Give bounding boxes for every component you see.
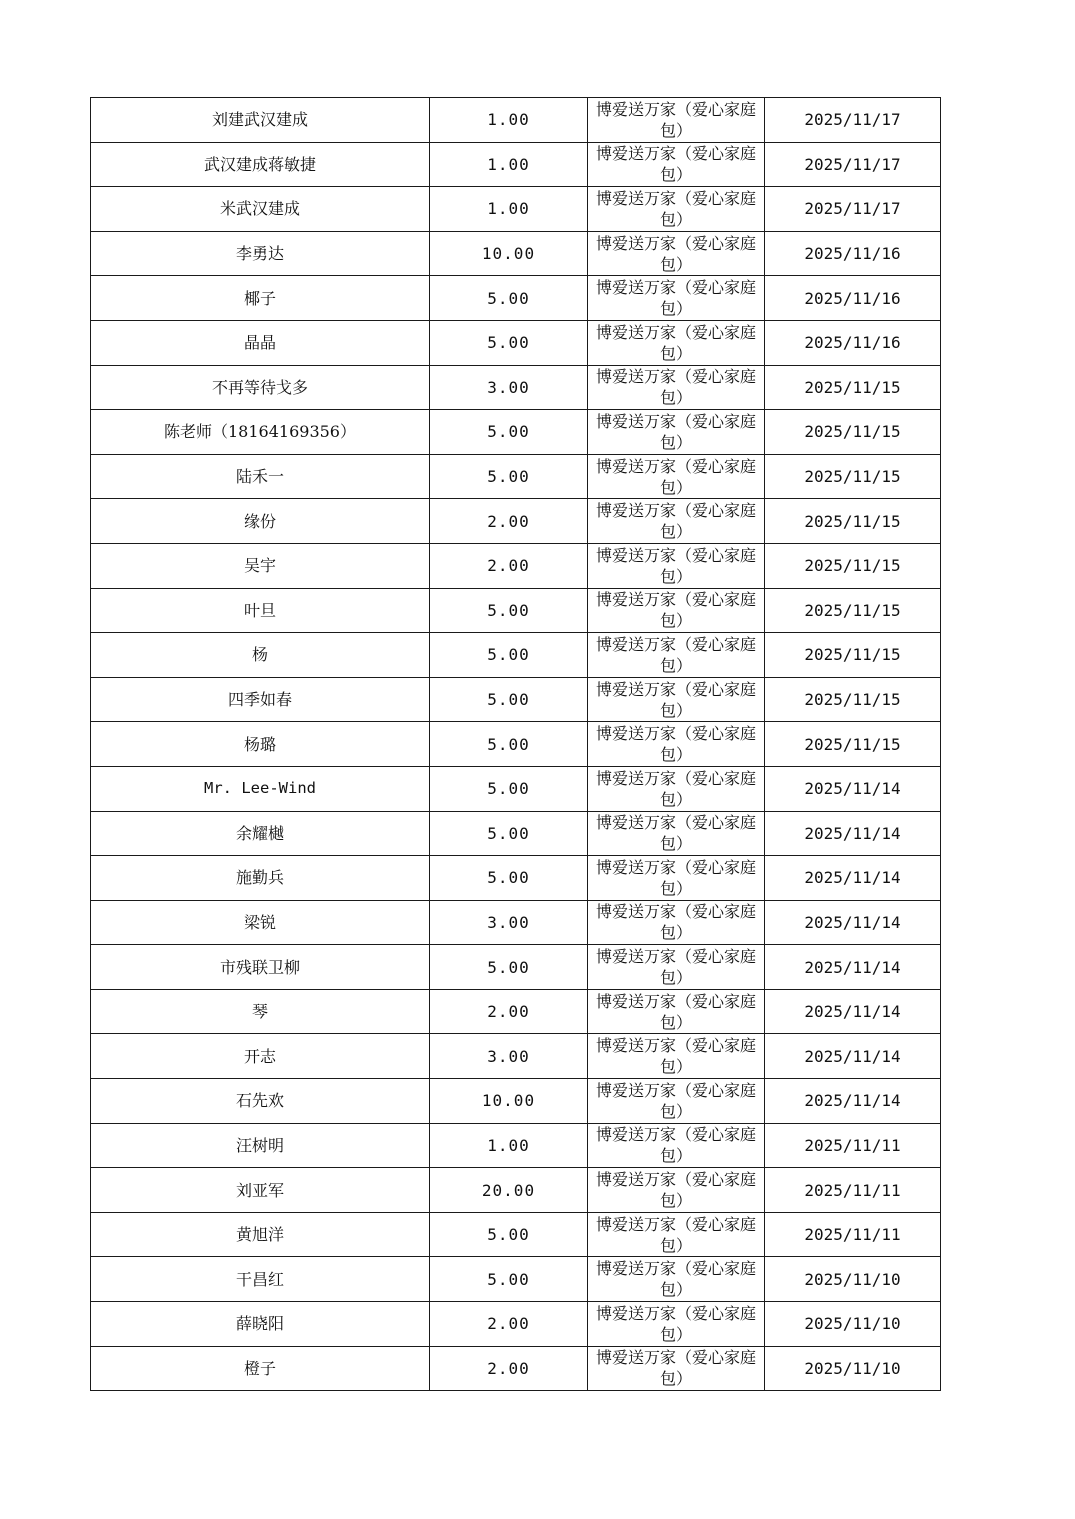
- amount-cell: 2.00: [430, 499, 588, 544]
- project-label: 博爱送万家（爱心家庭包）: [596, 456, 757, 497]
- date-cell: 2025/11/14: [765, 856, 941, 901]
- amount-cell: 5.00: [430, 320, 588, 365]
- project-label: 博爱送万家（爱心家庭包）: [596, 411, 757, 452]
- project-label: 博爱送万家（爱心家庭包）: [596, 188, 757, 229]
- project-cell: [588, 945, 765, 990]
- date-cell: 2025/11/15: [765, 454, 941, 499]
- project-label: 博爱送万家（爱心家庭包）: [596, 991, 757, 1032]
- amount-cell: 1.00: [430, 1123, 588, 1168]
- project-cell: [588, 454, 765, 499]
- date-cell: 2025/11/17: [765, 98, 941, 143]
- project-cell: [588, 543, 765, 588]
- table-row: [91, 945, 941, 990]
- amount-cell: 5.00: [430, 811, 588, 856]
- amount-cell: 5.00: [430, 454, 588, 499]
- amount-cell: 2.00: [430, 1346, 588, 1391]
- donor-name-cell: 缘份: [91, 499, 430, 544]
- donor-name-cell: 杨璐: [91, 722, 430, 767]
- amount-cell: 5.00: [430, 633, 588, 678]
- donor-name-cell: 施勤兵: [91, 856, 430, 901]
- table-row: [91, 633, 941, 678]
- date-cell: 2025/11/14: [765, 1034, 941, 1079]
- table-row: [91, 722, 941, 767]
- date-cell: 2025/11/10: [765, 1346, 941, 1391]
- project-label: 博爱送万家（爱心家庭包）: [596, 768, 757, 809]
- donor-name-cell: 刘建武汉建成: [91, 98, 430, 143]
- project-label: 博爱送万家（爱心家庭包）: [596, 1125, 757, 1166]
- donor-name-cell: 四季如春: [91, 677, 430, 722]
- project-label: 博爱送万家（爱心家庭包）: [596, 857, 757, 898]
- project-label: 博爱送万家（爱心家庭包）: [596, 144, 757, 185]
- donor-name-cell: 陆禾一: [91, 454, 430, 499]
- date-cell: 2025/11/14: [765, 766, 941, 811]
- project-label: 博爱送万家（爱心家庭包）: [596, 1348, 757, 1389]
- project-label: 博爱送万家（爱心家庭包）: [596, 99, 757, 140]
- donor-name-cell: 陈老师（18164169356）: [91, 410, 430, 455]
- project-label: 博爱送万家（爱心家庭包）: [596, 902, 757, 943]
- table-row: [91, 1123, 941, 1168]
- amount-cell: 5.00: [430, 856, 588, 901]
- donor-name-cell: 不再等待戈多: [91, 365, 430, 410]
- table-row: [91, 900, 941, 945]
- project-label: 博爱送万家（爱心家庭包）: [596, 724, 757, 765]
- donor-name-cell: 黄旭洋: [91, 1212, 430, 1257]
- table-row: [91, 320, 941, 365]
- amount-cell: 2.00: [430, 989, 588, 1034]
- project-cell: [588, 633, 765, 678]
- project-cell: [588, 142, 765, 187]
- date-cell: 2025/11/15: [765, 410, 941, 455]
- project-label: 博爱送万家（爱心家庭包）: [596, 1214, 757, 1255]
- project-label: 博爱送万家（爱心家庭包）: [596, 813, 757, 854]
- donor-name-cell: 米武汉建成: [91, 187, 430, 232]
- amount-cell: 5.00: [430, 1212, 588, 1257]
- date-cell: 2025/11/15: [765, 722, 941, 767]
- table-row: [91, 1257, 941, 1302]
- table-row: [91, 499, 941, 544]
- date-cell: 2025/11/14: [765, 989, 941, 1034]
- date-cell: 2025/11/14: [765, 900, 941, 945]
- donor-name-cell: 晶晶: [91, 320, 430, 365]
- project-cell: [588, 320, 765, 365]
- donor-name-cell: 薛晓阳: [91, 1302, 430, 1347]
- table-row: [91, 856, 941, 901]
- date-cell: 2025/11/11: [765, 1212, 941, 1257]
- donation-table: [90, 97, 941, 1391]
- date-cell: 2025/11/10: [765, 1302, 941, 1347]
- project-cell: [588, 276, 765, 321]
- date-cell: 2025/11/16: [765, 231, 941, 276]
- table-row: [91, 98, 941, 143]
- project-label: 博爱送万家（爱心家庭包）: [596, 590, 757, 631]
- table-row: [91, 1168, 941, 1213]
- project-cell: [588, 900, 765, 945]
- project-label: 博爱送万家（爱心家庭包）: [596, 679, 757, 720]
- amount-cell: 5.00: [430, 945, 588, 990]
- table-row: [91, 588, 941, 633]
- project-cell: [588, 1302, 765, 1347]
- project-cell: [588, 766, 765, 811]
- project-cell: [588, 1212, 765, 1257]
- project-cell: [588, 677, 765, 722]
- date-cell: 2025/11/17: [765, 142, 941, 187]
- table-row: [91, 766, 941, 811]
- table-row: [91, 677, 941, 722]
- table-row: [91, 187, 941, 232]
- donor-name-cell: 刘亚军: [91, 1168, 430, 1213]
- date-cell: 2025/11/11: [765, 1168, 941, 1213]
- amount-cell: 3.00: [430, 900, 588, 945]
- donor-name-cell: 余耀樾: [91, 811, 430, 856]
- project-cell: [588, 1346, 765, 1391]
- donor-name-cell: 叶旦: [91, 588, 430, 633]
- date-cell: 2025/11/16: [765, 320, 941, 365]
- project-cell: [588, 722, 765, 767]
- donor-name-cell: 琴: [91, 989, 430, 1034]
- amount-cell: 5.00: [430, 588, 588, 633]
- project-cell: [588, 187, 765, 232]
- date-cell: 2025/11/16: [765, 276, 941, 321]
- date-cell: 2025/11/17: [765, 187, 941, 232]
- donor-name-cell: 开志: [91, 1034, 430, 1079]
- project-label: 博爱送万家（爱心家庭包）: [596, 634, 757, 675]
- amount-cell: 5.00: [430, 1257, 588, 1302]
- amount-cell: 2.00: [430, 1302, 588, 1347]
- date-cell: 2025/11/10: [765, 1257, 941, 1302]
- project-label: 博爱送万家（爱心家庭包）: [596, 1080, 757, 1121]
- table-row: [91, 454, 941, 499]
- donor-name-cell: 干昌红: [91, 1257, 430, 1302]
- donor-name-cell: 汪树明: [91, 1123, 430, 1168]
- amount-cell: 5.00: [430, 722, 588, 767]
- amount-cell: 3.00: [430, 1034, 588, 1079]
- date-cell: 2025/11/15: [765, 633, 941, 678]
- project-cell: [588, 1257, 765, 1302]
- table-row: [91, 410, 941, 455]
- project-cell: [588, 499, 765, 544]
- project-cell: [588, 1168, 765, 1213]
- date-cell: 2025/11/15: [765, 365, 941, 410]
- project-label: 博爱送万家（爱心家庭包）: [596, 1036, 757, 1077]
- project-label: 博爱送万家（爱心家庭包）: [596, 322, 757, 363]
- table-row: [91, 811, 941, 856]
- project-label: 博爱送万家（爱心家庭包）: [596, 367, 757, 408]
- donor-name-cell: 椰子: [91, 276, 430, 321]
- amount-cell: 5.00: [430, 677, 588, 722]
- table-row: [91, 142, 941, 187]
- project-cell: [588, 410, 765, 455]
- project-cell: [588, 588, 765, 633]
- amount-cell: 5.00: [430, 276, 588, 321]
- donor-name-cell: 武汉建成蒋敏捷: [91, 142, 430, 187]
- donor-name-cell: Mr. Lee-Wind: [91, 766, 430, 811]
- table-row: [91, 989, 941, 1034]
- table-row: [91, 543, 941, 588]
- amount-cell: 1.00: [430, 142, 588, 187]
- date-cell: 2025/11/11: [765, 1123, 941, 1168]
- donor-name-cell: 杨: [91, 633, 430, 678]
- amount-cell: 20.00: [430, 1168, 588, 1213]
- project-cell: [588, 811, 765, 856]
- date-cell: 2025/11/14: [765, 811, 941, 856]
- table-row: [91, 1079, 941, 1124]
- project-label: 博爱送万家（爱心家庭包）: [596, 1170, 757, 1211]
- table-row: [91, 1302, 941, 1347]
- project-cell: [588, 365, 765, 410]
- amount-cell: 1.00: [430, 187, 588, 232]
- donor-name-cell: 石先欢: [91, 1079, 430, 1124]
- amount-cell: 10.00: [430, 231, 588, 276]
- project-cell: [588, 1034, 765, 1079]
- project-label: 博爱送万家（爱心家庭包）: [596, 1259, 757, 1300]
- amount-cell: 1.00: [430, 98, 588, 143]
- project-cell: [588, 231, 765, 276]
- table-row: [91, 276, 941, 321]
- date-cell: 2025/11/14: [765, 1079, 941, 1124]
- amount-cell: 5.00: [430, 766, 588, 811]
- table-row: [91, 231, 941, 276]
- table-row: [91, 365, 941, 410]
- project-cell: [588, 856, 765, 901]
- project-cell: [588, 1123, 765, 1168]
- donor-name-cell: 李勇达: [91, 231, 430, 276]
- project-label: 博爱送万家（爱心家庭包）: [596, 233, 757, 274]
- project-label: 博爱送万家（爱心家庭包）: [596, 501, 757, 542]
- project-cell: [588, 1079, 765, 1124]
- amount-cell: 3.00: [430, 365, 588, 410]
- date-cell: 2025/11/15: [765, 588, 941, 633]
- project-label: 博爱送万家（爱心家庭包）: [596, 278, 757, 319]
- amount-cell: 10.00: [430, 1079, 588, 1124]
- project-cell: [588, 989, 765, 1034]
- donation-table-body: [91, 98, 941, 1391]
- donor-name-cell: 市残联卫柳: [91, 945, 430, 990]
- table-row: [91, 1034, 941, 1079]
- date-cell: 2025/11/14: [765, 945, 941, 990]
- date-cell: 2025/11/15: [765, 499, 941, 544]
- project-label: 博爱送万家（爱心家庭包）: [596, 545, 757, 586]
- donor-name-cell: 梁锐: [91, 900, 430, 945]
- date-cell: 2025/11/15: [765, 677, 941, 722]
- donor-name-cell: 吴宇: [91, 543, 430, 588]
- table-row: [91, 1212, 941, 1257]
- project-label: 博爱送万家（爱心家庭包）: [596, 947, 757, 988]
- amount-cell: 5.00: [430, 410, 588, 455]
- amount-cell: 2.00: [430, 543, 588, 588]
- project-label: 博爱送万家（爱心家庭包）: [596, 1303, 757, 1344]
- project-cell: [588, 98, 765, 143]
- date-cell: 2025/11/15: [765, 543, 941, 588]
- table-row: [91, 1346, 941, 1391]
- donor-name-cell: 橙子: [91, 1346, 430, 1391]
